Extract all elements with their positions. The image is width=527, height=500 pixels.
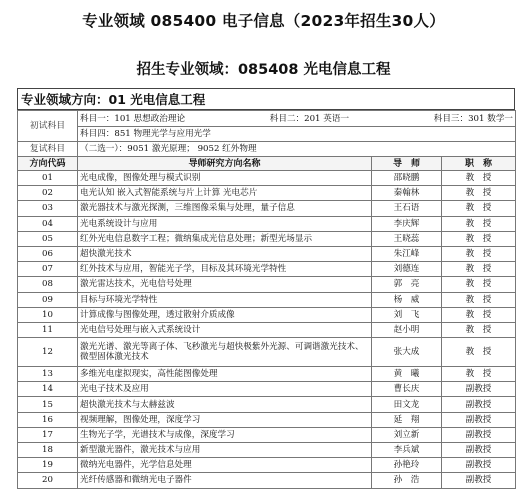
header-direction: 导师研究方向名称 (78, 157, 372, 171)
direction-code: 16 (18, 412, 78, 427)
table-row (18, 382, 516, 397)
tutor-name: 赵小明 (372, 322, 442, 337)
program-table (17, 110, 515, 489)
tutor-name: 延 翔 (372, 412, 442, 427)
direction-code: 18 (18, 443, 78, 458)
tutor-title: 教 授 (442, 277, 516, 292)
direction-name: 激光雷达技术，光电信号处理 (78, 277, 372, 292)
direction-name: 光纤传感器和微纳光电子器件 (78, 473, 372, 488)
direction-code: 02 (18, 186, 78, 201)
header-code: 方向代码 (18, 157, 78, 171)
tutor-name: 黄 曦 (372, 367, 442, 382)
direction-code: 17 (18, 427, 78, 442)
direction-name: 微纳光电器件，光学信息处理 (78, 458, 372, 473)
tutor-title: 教 授 (442, 262, 516, 277)
tutor-title: 教 授 (442, 216, 516, 231)
direction-code: 07 (18, 262, 78, 277)
retest-value: （二选一）：9051 激光原理； 9052 红外物理 (78, 142, 516, 157)
direction-code: 15 (18, 397, 78, 412)
table-row (18, 307, 516, 322)
exam-subject-3: 科目三：301 数学一 (433, 113, 514, 124)
table-row (18, 458, 516, 473)
header-title: 职 称 (442, 157, 516, 171)
table-row (18, 246, 516, 261)
table-row (18, 443, 516, 458)
tutor-name: 李庆辉 (372, 216, 442, 231)
table-header-row (18, 157, 516, 171)
exam-subject-1: 科目一：101 思想政治理论 (80, 113, 186, 124)
table-row (18, 338, 516, 367)
tutor-title: 教 授 (442, 231, 516, 246)
direction-code: 05 (18, 231, 78, 246)
exam-row-2 (18, 127, 516, 142)
table-row (18, 322, 516, 337)
tutor-name: 王石语 (372, 201, 442, 216)
tutor-title: 副教授 (442, 397, 516, 412)
table-row (18, 292, 516, 307)
direction-name: 激光器技术与激光探测，三维图像采集与处理，量子信息 (78, 201, 372, 216)
direction-name: 光电成像，图像处理与模式识别 (78, 171, 372, 186)
tutor-title: 副教授 (442, 382, 516, 397)
tutor-name: 王晓蕊 (372, 231, 442, 246)
table-row (18, 201, 516, 216)
tutor-title: 教 授 (442, 246, 516, 261)
direction-code: 10 (18, 307, 78, 322)
tutor-title: 教 授 (442, 171, 516, 186)
direction-name: 超快激光技术 (78, 246, 372, 261)
tutor-title: 教 授 (442, 201, 516, 216)
tutor-name: 刘德连 (372, 262, 442, 277)
table-row (18, 473, 516, 488)
retest-row (18, 142, 516, 157)
tutor-name: 孙 浩 (372, 473, 442, 488)
page-subtitle: 招生专业领域：085408 光电信息工程 (136, 61, 391, 78)
direction-name: 视频理解，图像处理，深度学习 (78, 412, 372, 427)
retest-label: 复试科目 (18, 142, 78, 157)
tutor-name: 曹长庆 (372, 382, 442, 397)
tutor-name: 杨 威 (372, 292, 442, 307)
tutor-name: 刘立新 (372, 427, 442, 442)
table-row (18, 412, 516, 427)
table-row (18, 216, 516, 231)
tutor-name: 郭 亮 (372, 277, 442, 292)
direction-heading: 专业领域方向：01 光电信息工程 (17, 88, 515, 110)
tutor-title: 教 授 (442, 338, 516, 367)
direction-code: 04 (18, 216, 78, 231)
tutor-name: 朱江峰 (372, 246, 442, 261)
direction-code: 06 (18, 246, 78, 261)
direction-code: 03 (18, 201, 78, 216)
initial-exam-subjects-line1 (78, 111, 516, 127)
direction-name: 计算成像与图像处理，透过散射介质成像 (78, 307, 372, 322)
tutor-name: 张大成 (372, 338, 442, 367)
table-row (18, 171, 516, 186)
exam-subject-2: 科目二：201 英语一 (269, 113, 350, 124)
direction-name: 红外光电信息数字工程；微纳集成光信息处理；新型光场显示 (78, 231, 372, 246)
tutor-name: 秦翰林 (372, 186, 442, 201)
initial-exam-label: 初试科目 (18, 111, 78, 142)
header-tutor: 导 师 (372, 157, 442, 171)
tutor-title: 副教授 (442, 427, 516, 442)
tutor-title: 副教授 (442, 412, 516, 427)
direction-name: 红外技术与应用，智能光子学，目标及其环境光学特性 (78, 262, 372, 277)
direction-name: 光电系统设计与应用 (78, 216, 372, 231)
direction-name: 多维光电虚拟现实，高性能图像处理 (78, 367, 372, 382)
table-row (18, 262, 516, 277)
table-row (18, 277, 516, 292)
tutor-title: 副教授 (442, 473, 516, 488)
tutor-title: 教 授 (442, 307, 516, 322)
tutor-name: 刘 飞 (372, 307, 442, 322)
table-row (18, 397, 516, 412)
direction-name: 目标与环境光学特性 (78, 292, 372, 307)
table-row (18, 186, 516, 201)
table-row (18, 231, 516, 246)
direction-code: 08 (18, 277, 78, 292)
tutor-title: 教 授 (442, 367, 516, 382)
tutor-name: 李兵斌 (372, 443, 442, 458)
tutor-name: 邵晓鹏 (372, 171, 442, 186)
direction-code: 11 (18, 322, 78, 337)
direction-code: 01 (18, 171, 78, 186)
direction-code: 13 (18, 367, 78, 382)
tutor-title: 教 授 (442, 322, 516, 337)
tutor-title: 副教授 (442, 458, 516, 473)
exam-subject-4: 科目四：851 物理光学与应用光学 (78, 127, 516, 142)
table-row (18, 367, 516, 382)
direction-code: 14 (18, 382, 78, 397)
direction-code: 09 (18, 292, 78, 307)
tutor-title: 副教授 (442, 443, 516, 458)
direction-code: 20 (18, 473, 78, 488)
direction-name: 光电子技术及应用 (78, 382, 372, 397)
tutor-title: 教 授 (442, 186, 516, 201)
direction-name: 电光认知 嵌入式智能系统与片上计算 光电芯片 (78, 186, 372, 201)
direction-code: 12 (18, 338, 78, 367)
tutor-name: 田文龙 (372, 397, 442, 412)
direction-name: 超快激光技术与太赫兹波 (78, 397, 372, 412)
table-body (18, 171, 516, 489)
table-row (18, 427, 516, 442)
direction-name: 新型激光器件，激光技术与应用 (78, 443, 372, 458)
page-title: 专业领域 085400 电子信息（2023年招生30人） (82, 12, 445, 30)
tutor-title: 教 授 (442, 292, 516, 307)
direction-name: 生物光子学，光谱技术与成像，深度学习 (78, 427, 372, 442)
exam-row-1 (18, 111, 516, 127)
direction-name: 光电信号处理与嵌入式系统设计 (78, 322, 372, 337)
direction-code: 19 (18, 458, 78, 473)
tutor-name: 孙艳玲 (372, 458, 442, 473)
direction-name: 激光光谱、激光等离子体、飞秒激光与超快极紫外光源、可调谐激光技术、微型固体激光技术 (78, 338, 372, 367)
